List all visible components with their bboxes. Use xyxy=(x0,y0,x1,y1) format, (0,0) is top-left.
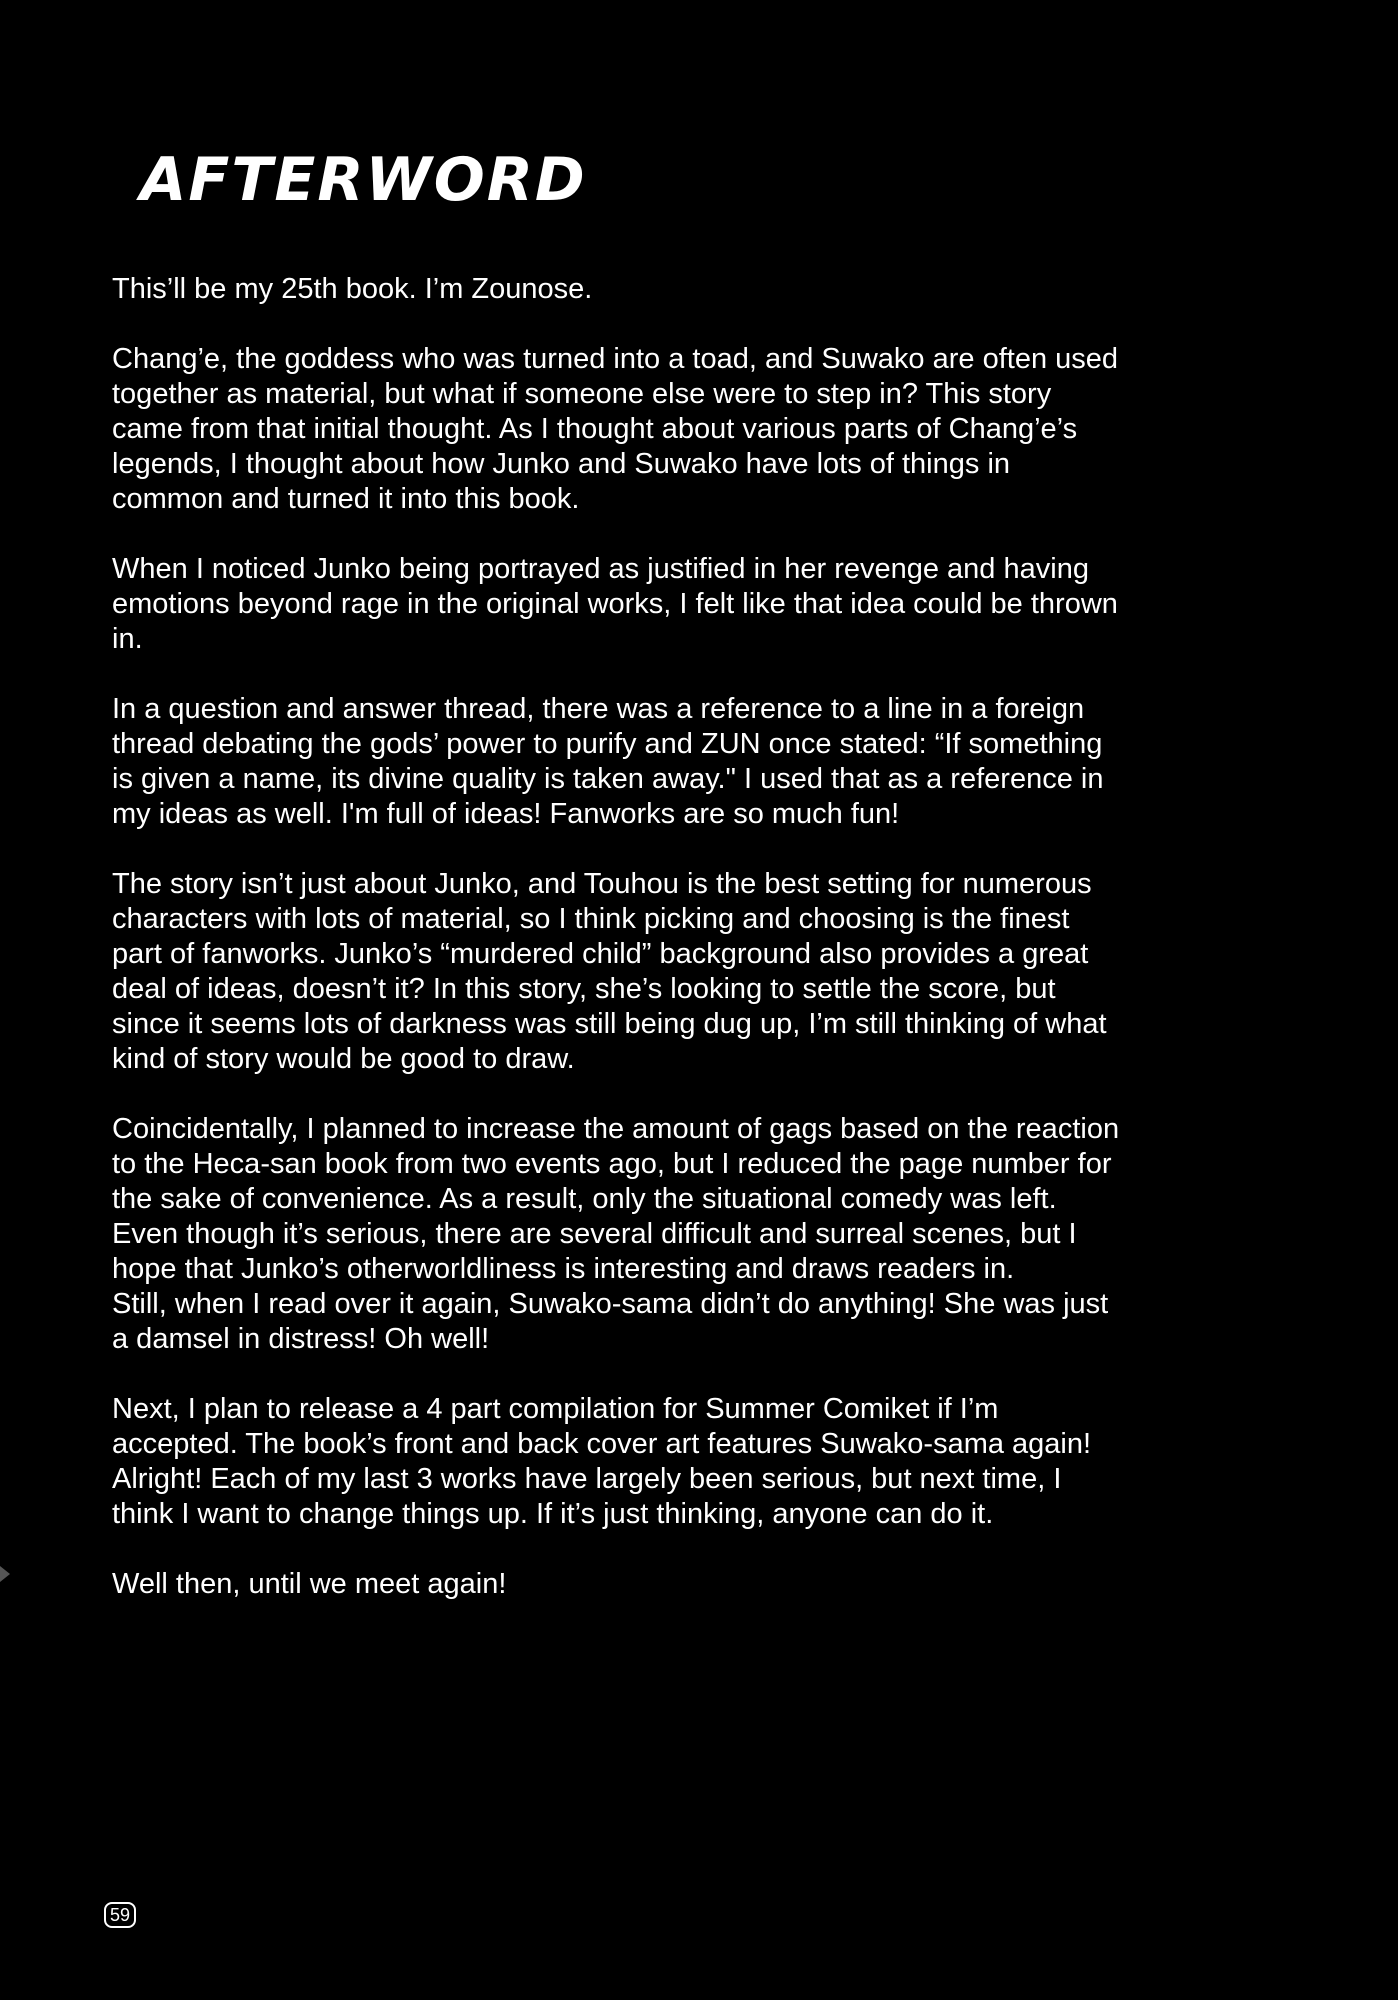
paragraph-3: When I noticed Junko being portrayed as justified in her revenge and having emotions beyond rage in the original works, I felt like that idea could be thrown in. xyxy=(112,553,1118,655)
page-title: AFTERWORD xyxy=(140,145,587,215)
paragraph-8: Well then, until we meet again! xyxy=(112,1568,507,1600)
paragraph-1: This’ll be my 25th book. I’m Zounose. xyxy=(112,273,593,305)
paragraph-7: Next, I plan to release a 4 part compilation for Summer Comiket if I’m accepted. The book’s front and back cover art features Suwako-sama again! Alright! Each of my last 3 works have largely been serious, but next time, I think I want to change things up. If it’s just thinking, anyone can do it. xyxy=(112,1393,1092,1530)
paragraph-5: The story isn’t just about Junko, and Touhou is the best setting for numerous characters with lots of material, so I think picking and choosing is the finest part of fanworks. Junko’s “murdered child” background also provides a great deal of ideas, doesn’t it? In this story, she’s looking to settle the score, but since it seems lots of darkness was still being dug up, I’m still thinking of what kind of story would be good to draw. xyxy=(112,868,1107,1075)
afterword-body xyxy=(112,272,1232,1637)
paragraph-4: In a question and answer thread, there was a reference to a line in a foreign thread debating the gods’ power to purify and ZUN once stated: “If something is given a name, its divine quality is taken away." I used that as a reference in my ideas as well. I'm full of ideas! Fanworks are so much fun! xyxy=(112,693,1104,830)
edge-mark xyxy=(0,1566,10,1582)
page-number-badge: 59 xyxy=(104,1902,136,1928)
paragraph-6: Coincidentally, I planned to increase the amount of gags based on the reaction to the Heca-san book from two events ago, but I reduced the page number for the sake of convenience. As a result, only the situational comedy was left. Even though it’s serious, there are several difficult and surreal scenes, but I hope that Junko’s otherworldliness is interesting and draws readers in. Still, when I read over it again, Suwako-sama didn’t do anything! She was just a damsel in distress! Oh well! xyxy=(112,1113,1120,1355)
paragraph-2: Chang’e, the goddess who was turned into a toad, and Suwako are often used together as material, but what if someone else were to step in? This story came from that initial thought. As I thought about various parts of Chang’e’s legends, I thought about how Junko and Suwako have lots of things in common and turned it into this book. xyxy=(112,343,1119,515)
